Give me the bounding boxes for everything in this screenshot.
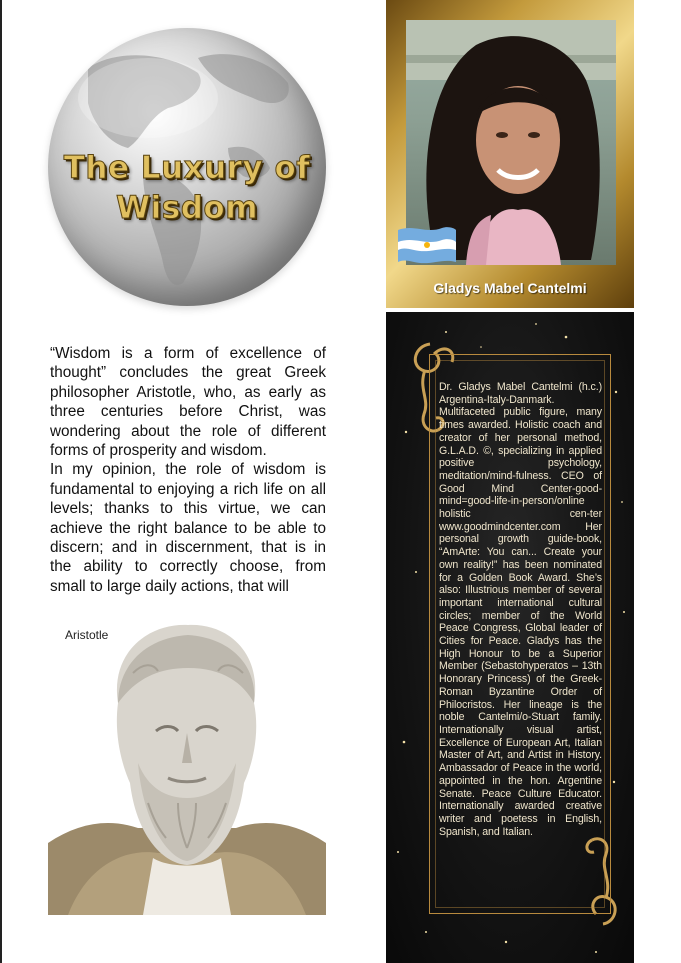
page-edge-line bbox=[0, 0, 2, 963]
article-paragraph-1: “Wisdom is a form of excellence of thought” concludes the great Greek philosopher Aristotle, who, as early as three centuries before Christ, was wondering about the role of different forms of prosperity and wisdom. bbox=[50, 345, 326, 460]
bio-text bbox=[439, 381, 602, 838]
portrait-caption: Gladys Mabel Cantelmi bbox=[433, 280, 587, 296]
page-title-line-1: The Luxury of bbox=[63, 150, 311, 186]
portrait-frame bbox=[386, 0, 634, 308]
bio-panel bbox=[386, 312, 634, 963]
aristotle-label: Aristotle bbox=[65, 628, 109, 642]
argentina-flag-icon bbox=[396, 224, 458, 266]
article-paragraph-2: In my opinion, the role of wisdom is fundamental to enjoying a rich life on all levels; thanks to this virtue, we can achieve the right balance to be able to discern; and in discernment, that is in the ability to correctly choose, from small to large daily actions, that will bbox=[50, 461, 326, 595]
bio-paragraph: Dr. Gladys Mabel Cantelmi (h.c.) Argentina-Italy-Danmark. Multifaceted public figure, many times awarded. Holistic coach and creator of her personal method, G.L.A.D. ©, specializing in applied positive psychology, meditation/mind-fulness. CEO of Good Mind Center-good-mind=good-life-in-person/online holistic cen-ter www.goodmindcenter.com Her personal growth guide-book, “AmArte: You can... Create your own reality!” has been nominated for a Golden Book Award. She’s also: Illustrious member of several important international cultural circles; member of the World Peace Congress, Global leader of Cities for Peace. Gladys has the High Honour to be a Superior Member (Sebastohyperatos – 13th Honorary Princess) of the Greek-Roman Byzantine Order of Philocristos. Her lineage is the noble Cantelmi/o-Stuart family. Internationally visual artist, Excellence of European Art, Italian Master of Art, and Artist in History. Ambassador of Peace in the world, appointed in the hon. Argentine Senate. Peace Culture Educator. Internationally awarded creative writer and poetess in English, Spanish, and Italian. bbox=[439, 381, 602, 838]
article-body bbox=[50, 344, 326, 596]
page-title-line-2: Wisdom bbox=[115, 190, 259, 226]
aristotle-bust-image bbox=[48, 613, 326, 915]
page-title bbox=[58, 148, 316, 228]
